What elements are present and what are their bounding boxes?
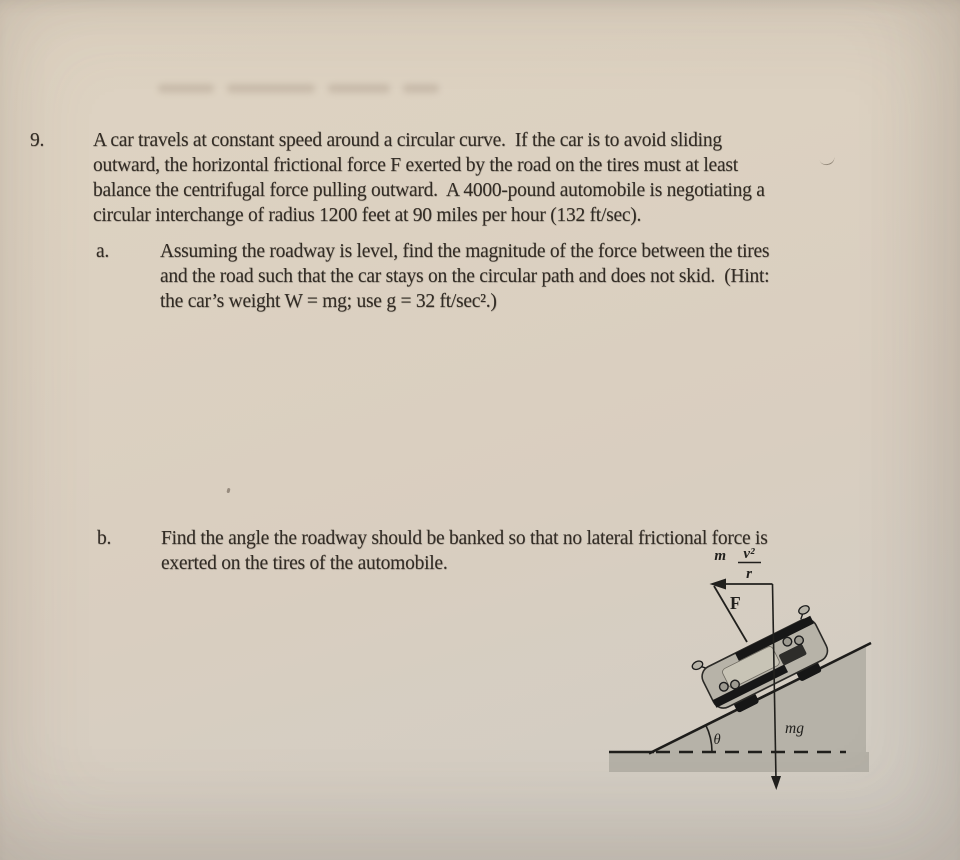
car-mirror	[691, 659, 704, 671]
radius-symbol: r	[746, 566, 752, 582]
weight-arrowhead	[771, 776, 781, 790]
weight-label: mg	[785, 720, 804, 737]
mass-symbol: m	[714, 548, 726, 564]
part-a-line: and the road such that the car stays on the circular path and does not skid. (Hint:	[160, 266, 770, 287]
bank-angle-label: θ	[713, 732, 721, 748]
problem-statement	[93, 128, 765, 228]
problem-line: circular interchange of radius 1200 feet at 90 miles per hour (132 ft/sec).	[93, 205, 642, 226]
part-a-line: Assuming the roadway is level, find the magnitude of the force between the tires	[160, 241, 770, 262]
normal-force-label: F	[730, 593, 741, 613]
centripetal-force-label	[714, 546, 761, 582]
part-a-line: the car’s weight W = mg; use g = 32 ft/sec².)	[160, 291, 497, 312]
problem-line: balance the centrifugal force pulling outward. A 4000-pound automobile is negotiating a	[93, 180, 765, 201]
part-b-line: exerted on the tires of the automobile.	[161, 553, 448, 574]
part-a-statement	[160, 239, 769, 314]
ground-strip	[609, 752, 869, 772]
problem-number: 9.	[30, 130, 45, 151]
velocity-squared: v²	[743, 546, 755, 562]
ink-bleed-through	[158, 80, 458, 96]
pen-mark	[226, 488, 230, 493]
problem-line: outward, the horizontal frictional force F exerted by the road on the tires must at least	[93, 155, 738, 176]
banked-road-diagram	[600, 540, 900, 796]
part-b-label: b.	[97, 528, 112, 549]
car-mirror	[797, 604, 810, 616]
problem-line: A car travels at constant speed around a circular curve. If the car is to avoid sliding	[93, 130, 722, 151]
centripetal-arrowhead	[710, 579, 727, 590]
part-a-label: a.	[96, 241, 110, 262]
part-b-line: Find the angle the roadway should be banked so that no lateral frictional force is	[161, 528, 768, 549]
pen-mark	[819, 155, 835, 166]
